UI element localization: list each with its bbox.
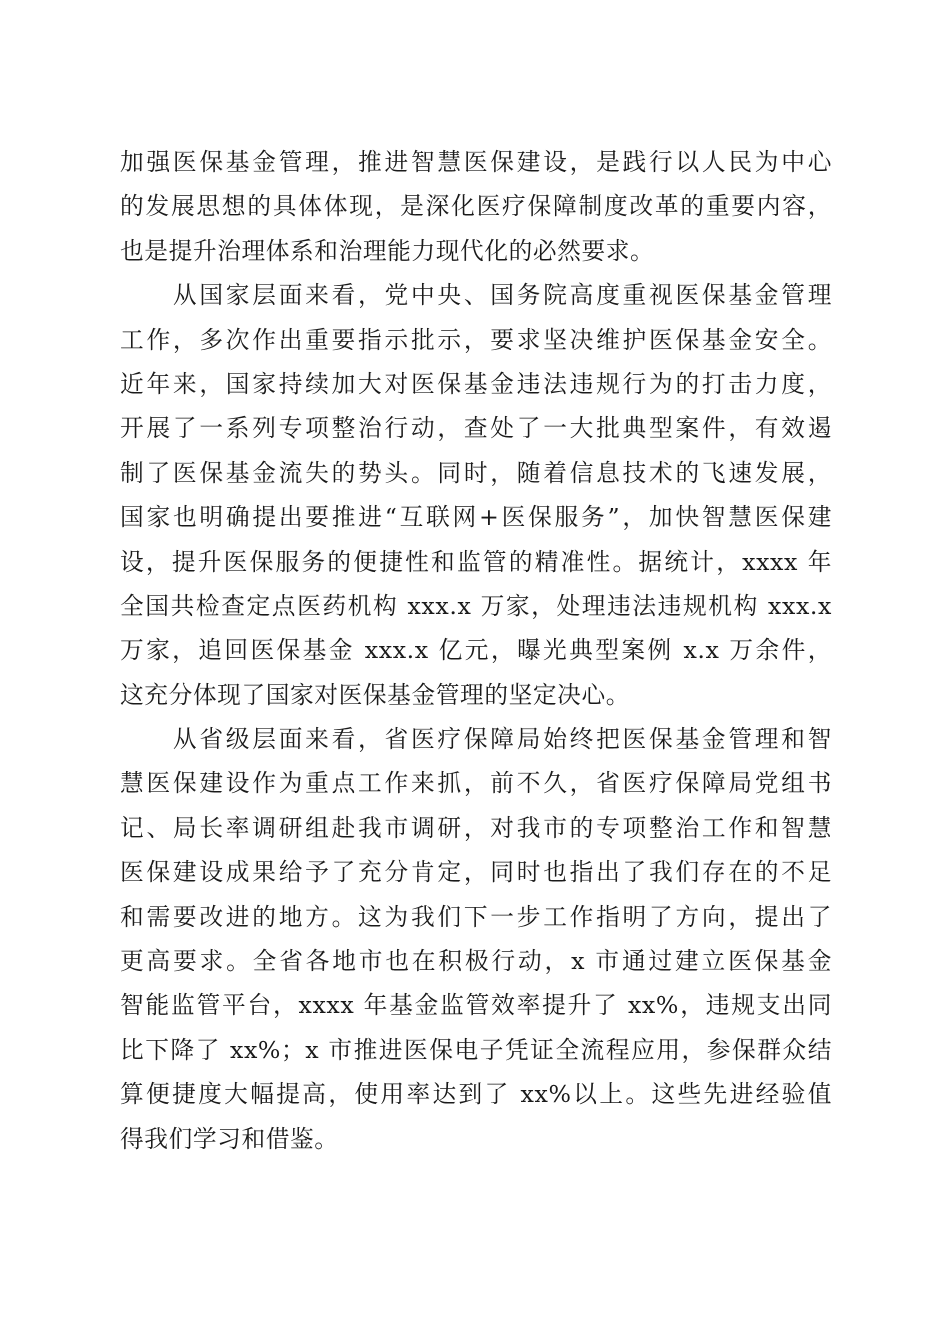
text-line: 制了医保基金流失的势头。同时，随着信息技术的飞速发展， [120,458,832,487]
text-line: 比下降了 xx%；x 市推进医保电子凭证全流程应用，参保群众结 [120,1035,832,1064]
text-line: 全国共检查定点医药机构 xxx.x 万家，处理违法违规机构 xxx.x [120,591,832,620]
text-line: 和需要改进的地方。这为我们下一步工作指明了方向，提出了 [120,902,832,931]
paragraph-intro [120,140,832,273]
text-line: 这充分体现了国家对医保基金管理的坚定决心。 [120,680,631,709]
paragraph-national-level [120,273,832,717]
text-line: 设，提升医保服务的便捷性和监管的精准性。据统计，xxxx 年 [120,547,832,576]
text-line: 记、局长率调研组赴我市调研，对我市的专项整治工作和智慧 [120,813,832,842]
text-line: 近年来，国家持续加大对医保基金违法违规行为的打击力度， [120,369,832,398]
text-line: 工作，多次作出重要指示批示，要求坚决维护医保基金安全。 [120,325,832,354]
text-line: 开展了一系列专项整治行动，查处了一大批典型案件，有效遏 [120,414,832,443]
text-line: 的发展思想的具体体现，是深化医疗保障制度改革的重要内容， [120,192,832,221]
text-line: 得我们学习和借鉴。 [120,1124,339,1153]
text-line: 更高要求。全省各地市也在积极行动，x 市通过建立医保基金 [120,947,832,976]
text-line: 从国家层面来看，党中央、国务院高度重视医保基金管理 [120,281,832,310]
text-line: 慧医保建设作为重点工作来抓，前不久，省医疗保障局党组书 [120,769,832,798]
text-line: 算便捷度大幅提高，使用率达到了 xx%以上。这些先进经验值 [120,1080,832,1109]
text-line: 也是提升治理体系和治理能力现代化的必然要求。 [120,236,655,265]
text-line: 加强医保基金管理，推进智慧医保建设，是践行以人民为中心 [120,148,832,176]
text-line: 从省级层面来看，省医疗保障局始终把医保基金管理和智 [120,725,832,754]
document-body [120,140,832,1161]
paragraph-provincial-level [120,717,832,1161]
text-line: 国家也明确提出要推进“互联网+医保服务”，加快智慧医保建 [120,503,832,532]
text-line: 医保建设成果给予了充分肯定，同时也指出了我们存在的不足 [120,858,832,887]
text-line: 智能监管平台，xxxx 年基金监管效率提升了 xx%，违规支出同 [120,991,832,1020]
text-line: 万家，追回医保基金 xxx.x 亿元，曝光典型案例 x.x 万余件， [120,636,832,665]
